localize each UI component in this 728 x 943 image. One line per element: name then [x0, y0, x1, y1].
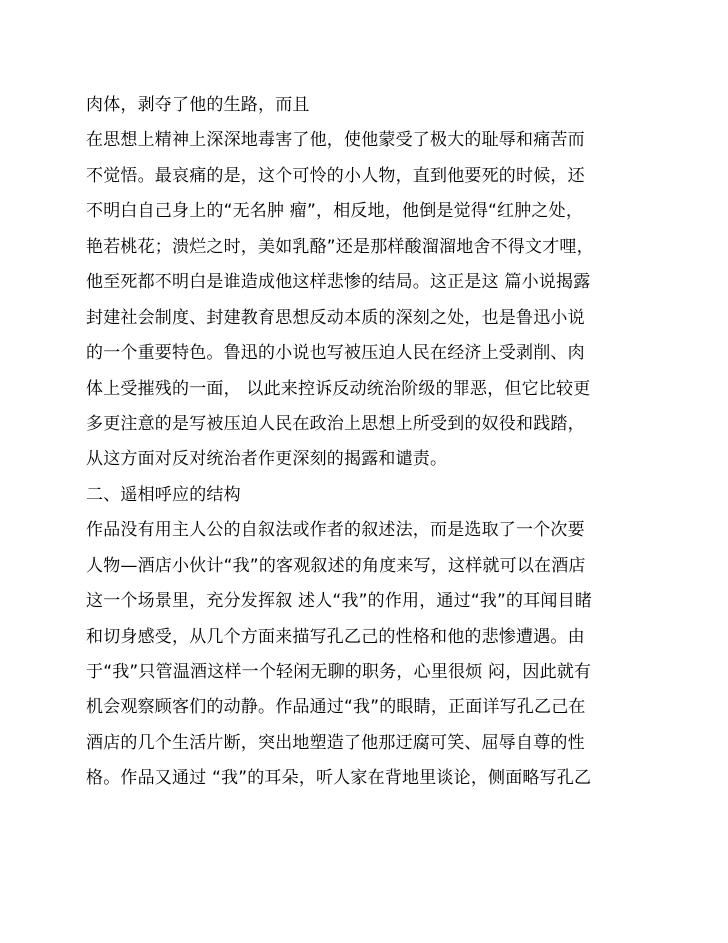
text-line: 作品没有用主人公的自叙法或作者的叙述法，而是选取了一个次要	[86, 520, 585, 541]
text-line: 于“我”只管温酒这样一个轻闲无聊的职务，心里很烦 闷，因此就有	[86, 662, 592, 682]
body-text	[86, 88, 716, 797]
text-line: 人物—酒店小伙计“我”的客观叙述的角度来写，这样就可以在酒店	[86, 555, 586, 576]
text-line: 不觉悟。最哀痛的是，这个可怜的小人物，直到他要死的时候，还	[86, 165, 585, 186]
section-heading: 二、遥相呼应的结构	[86, 484, 241, 505]
text-line: 从这方面对反对统治者作更深刻的揭露和谴责。	[86, 449, 448, 470]
text-line: 酒店的几个生活片断，突出地塑造了他那迂腐可笑、屈辱自尊的性	[86, 732, 585, 753]
text-line: 肉体，剥夺了他的生路，而且	[86, 95, 310, 115]
text-line: 的一个重要特色。鲁迅的小说也写被压迫人民在经济上受剥削、肉	[86, 343, 585, 364]
text-line: 体上受摧残的一面， 以此来控诉反动统治阶级的罪恶，但它比较更	[86, 378, 591, 399]
text-line: 他至死都不明白是谁造成他这样悲惨的结局。这正是这 篇小说揭露	[86, 272, 591, 293]
text-line: 多更注意的是写被压迫人民在政治上思想上所受到的奴役和践踏，	[86, 413, 585, 434]
text-line: 封建社会制度、封建教育思想反动本质的深刻之处，也是鲁迅小说	[86, 307, 585, 328]
text-line: 在思想上精神上深深地毒害了他，使他蒙受了极大的耻辱和痛苦而	[86, 130, 585, 151]
text-line: 不明白自己身上的“无名肿 瘤”，相反地，他倒是觉得“红肿之处，	[86, 201, 584, 222]
text-line: 艳若桃花；溃烂之时，美如乳酪”还是那样酸溜溜地舍不得文才哩，	[86, 236, 594, 257]
text-line: 格。作品又通过 “我”的耳朵，听人家在背地里谈论，侧面略写孔乙	[86, 768, 592, 789]
text-line: 和切身感受，从几个方面来描写孔乙己的性格和他的悲惨遭遇。由	[86, 626, 585, 647]
text-line: 这一个场景里，充分发挥叙 述人“我”的作用，通过“我”的耳闻目睹	[86, 591, 593, 612]
text-line: 机会观察顾客们的动静。作品通过“我”的眼睛，正面详写孔乙己在	[86, 697, 586, 718]
